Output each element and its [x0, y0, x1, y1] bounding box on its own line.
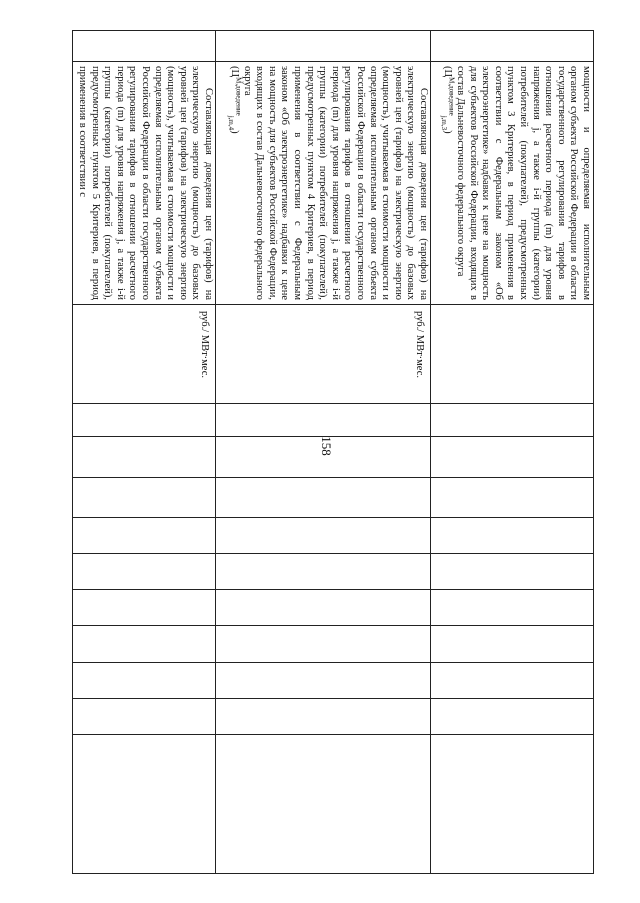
formula-symbol: $(Ц^{М,доведение}_{j,m,3})$	[440, 66, 456, 134]
value-cell	[73, 626, 215, 663]
value-cell	[431, 404, 593, 437]
value-cell	[216, 699, 430, 735]
unit-cell	[431, 305, 593, 404]
value-cell	[216, 663, 430, 699]
formula-symbol: $(Ц^{М,доведение}_{j,m,4})$	[227, 66, 243, 134]
description-text: Составляющая доведения цен (тарифов) на электрическую энергию (мощность) до базовых уровней цен (тарифов) на электрическую энергию (мощность), учитываемая в стоимости мощности и определяемая исполнительным органом субъекта Российской Федерации в области государственного регулирования тарифов в отношении расчетного периода (m) для уровня напряжения j, а также i-й группы (категории) потребителей (покупателей), предусмотренных пунктом 5 Критериев, в период применения в соответствии с	[77, 66, 214, 300]
value-cell	[431, 554, 593, 590]
value-cell	[73, 554, 215, 590]
value-cell	[73, 590, 215, 626]
value-cell	[431, 590, 593, 626]
value-cell	[73, 735, 215, 873]
description-text: Составляющая доведения цен (тарифов) на электрическую энергию (мощность) до базовых уровней цен (тарифов) на электрическую энергию (мощность), учитываемая в стоимости мощности и определяемая исполнительным органом субъекта Российской Федерации в области государственного регулирования тарифов в отношении расчетного периода (m) для уровня напряжения j, а также i-й группы (категории) потребителей (покупателей), предусмотренных пунктом 4 Критериев, в период применения в соответствии с Федеральным законом «Об электроэнергетике» надбавки к цене на мощность для субъектов Российской Федерации, входящих в состав Дальневосточного федерального округа	[241, 66, 429, 300]
tariff-table	[72, 30, 594, 874]
row-number-cell	[216, 31, 430, 62]
row-number-cell	[73, 31, 215, 62]
value-cell	[431, 699, 593, 735]
table-viewport	[72, 30, 594, 874]
value-cell	[73, 699, 215, 735]
table-row	[430, 31, 593, 873]
row-number-cell	[431, 31, 593, 62]
value-cell	[216, 626, 430, 663]
value-cell	[216, 404, 430, 437]
value-cell	[431, 735, 593, 873]
table-row	[215, 31, 430, 873]
unit-text: руб./ МВт·мес.	[414, 311, 425, 379]
unit-cell	[216, 305, 430, 404]
value-cell	[73, 437, 215, 478]
description-cell	[431, 62, 593, 305]
value-cell	[216, 518, 430, 554]
value-cell	[73, 518, 215, 554]
value-cell	[216, 735, 430, 873]
table-row	[73, 31, 215, 873]
value-cell	[73, 404, 215, 437]
page-number: 158	[319, 436, 334, 456]
description-cell	[73, 62, 215, 305]
unit-cell	[73, 305, 215, 404]
value-cell	[216, 437, 430, 478]
value-cell	[73, 663, 215, 699]
value-cell	[216, 478, 430, 518]
description-text: мощности и определяемая исполнительным органом субъекта Российской Федерации в области государственного регулирования тарифов в отношении расчетного периода (m) для уровня напряжения j, а также i-й группы (категории) потребителей (покупателей), предусмотренных пунктом 3 Критериев, в период применения в соответствии с Федеральным законом «Об электроэнергетике» надбавки к цене на мощность для субъектов Российской Федерации, входящих в состав Дальневосточного федерального округа	[455, 66, 592, 300]
unit-text: руб./ МВт·мес.	[199, 311, 210, 379]
description-cell	[216, 62, 430, 305]
value-cell	[431, 626, 593, 663]
value-cell	[431, 437, 593, 478]
value-cell	[431, 478, 593, 518]
value-cell	[216, 590, 430, 626]
value-cell	[431, 518, 593, 554]
value-cell	[431, 663, 593, 699]
value-cell	[216, 554, 430, 590]
value-cell	[73, 478, 215, 518]
